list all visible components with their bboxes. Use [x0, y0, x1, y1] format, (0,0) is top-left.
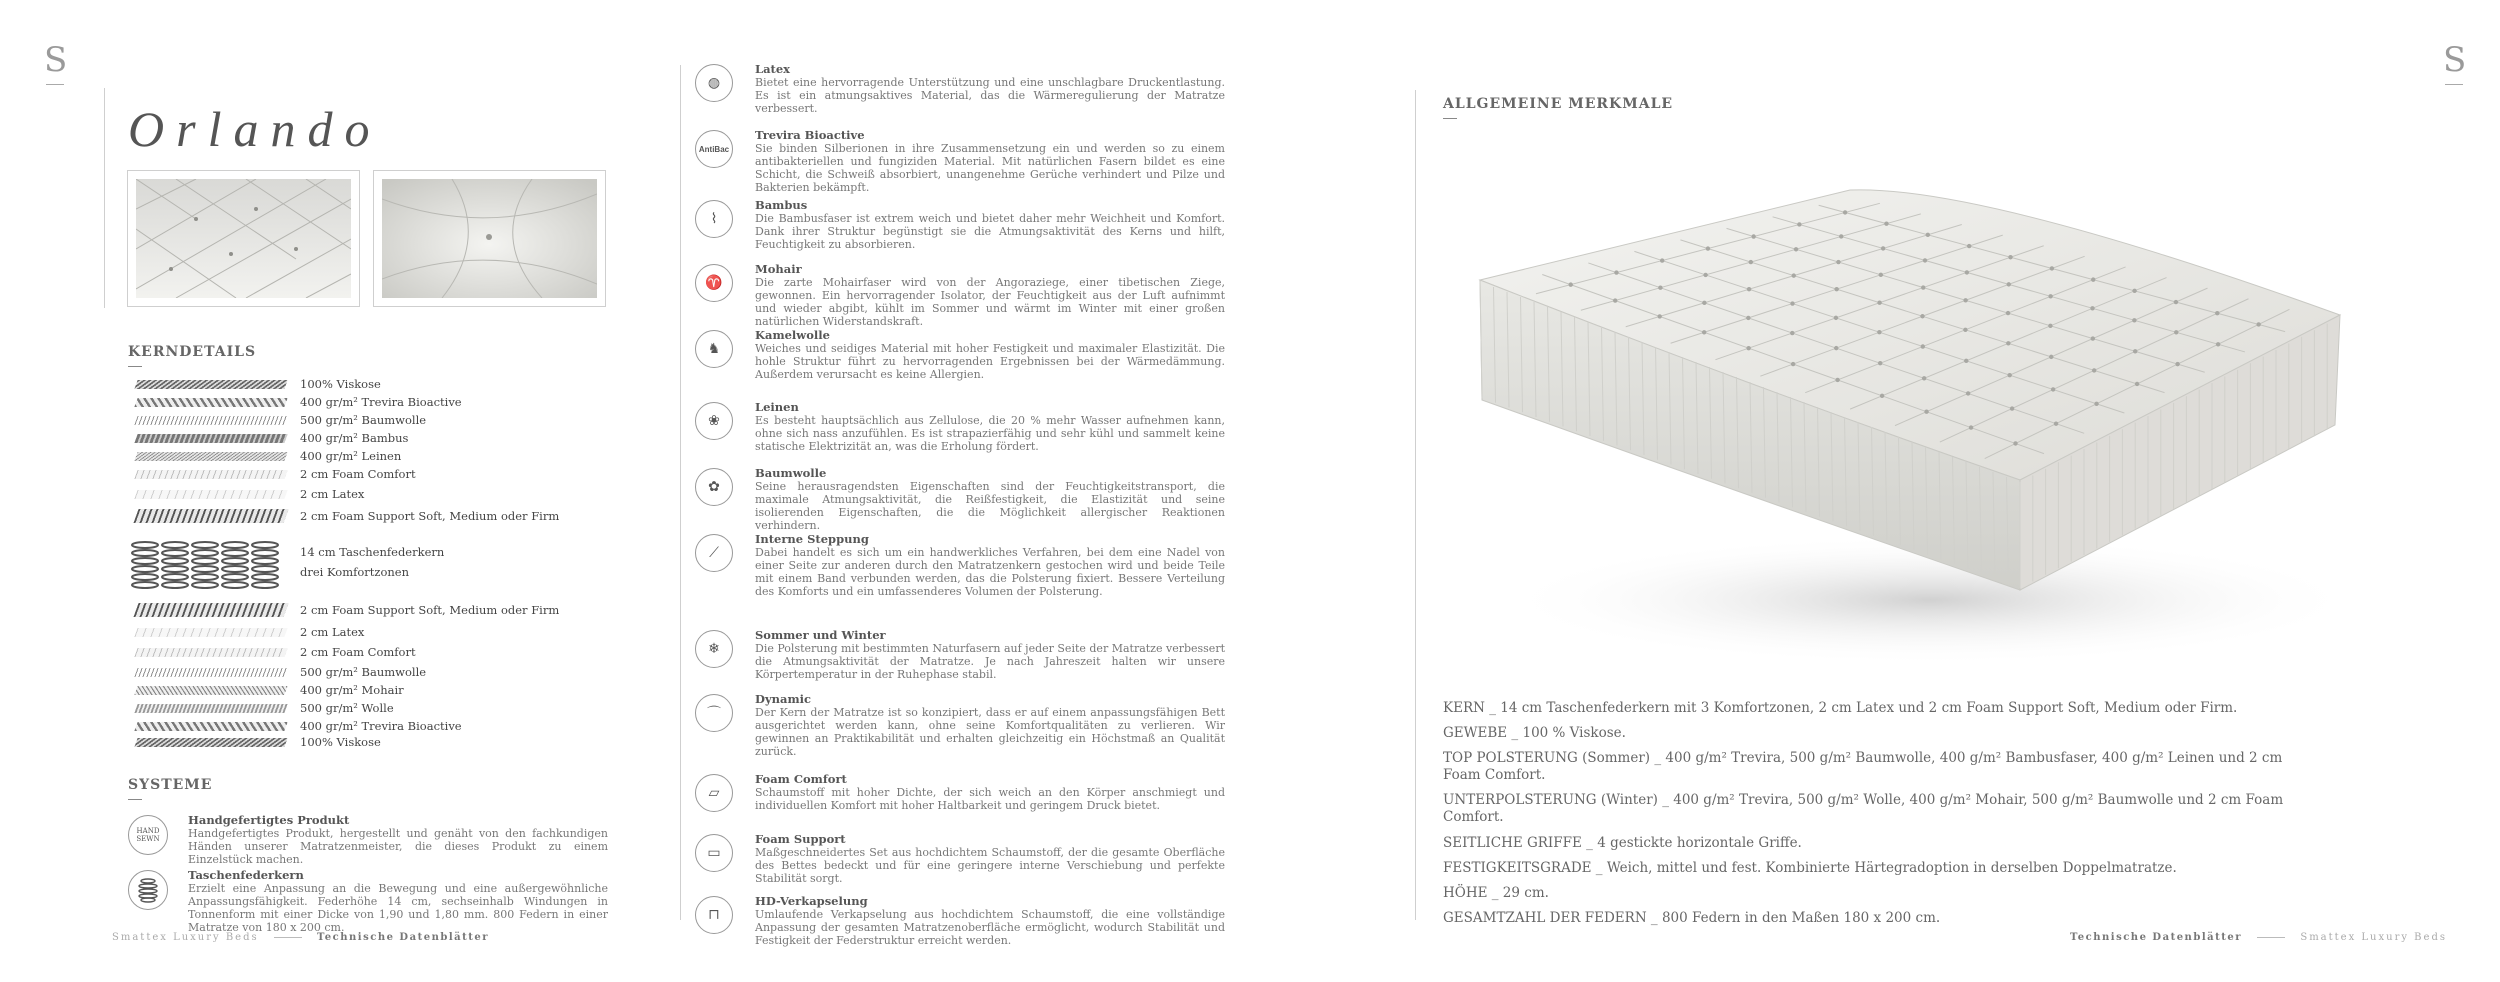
- feature-text: Der Kern der Matratze ist so konzipiert, dass er auf einem anpassungsfähigen Bett ausgerichtet werden kann, ohne seine Komfortqualitäten zu verlieren. Wir gewinnen an Praktikabilität und erhalten gleichzeitig ein Höchstmaß an Qualität zurück.: [755, 706, 1225, 758]
- feature-text: Umlaufende Verkapselung aus hochdichtem Schaumstoff, die eine vollständige Anpassung der gesamten Matratzenoberfläche ermöglicht, wodurch Stabilität und Festigkeit der Federstruktur erreicht werden.: [755, 908, 1225, 947]
- divider-left: [104, 88, 105, 308]
- detail-image-surface: [373, 170, 606, 307]
- layer-row: [130, 736, 550, 748]
- flax-icon: ❀: [695, 402, 733, 440]
- layer-label: 2 cm Foam Comfort: [300, 467, 416, 481]
- pocket-springs-visual: [130, 540, 280, 590]
- feature-item: [695, 692, 1225, 758]
- spec-line: SEITLICHE GRIFFE _ 4 gestickte horizontale Griffe.: [1443, 835, 1802, 851]
- layer-label: 100% Viskose: [300, 735, 381, 749]
- system-item: [128, 868, 608, 934]
- feature-title: Leinen: [755, 400, 799, 414]
- spec-line: GEWEBE _ 100 % Viskose.: [1443, 725, 1626, 741]
- logo-underline: [46, 84, 64, 85]
- layer-row: [130, 378, 550, 390]
- layer-row: [130, 702, 550, 714]
- layer-row: [130, 566, 550, 578]
- feature-title: Dynamic: [755, 692, 812, 706]
- feature-title: Interne Steppung: [755, 532, 869, 546]
- layer-visual: [134, 628, 287, 637]
- layer-visual: [134, 648, 287, 657]
- layer-row: [130, 450, 550, 462]
- feature-title: Foam Support: [755, 832, 846, 846]
- feature-item: [695, 532, 1225, 598]
- cotton-icon: ✿: [695, 468, 733, 506]
- system-title: Handgefertigtes Produkt: [188, 813, 350, 827]
- layer-visual: [134, 470, 287, 479]
- feature-text: Die zarte Mohairfaser wird von der Angoraziege, einer tibetischen Ziege, gewonnen. Ein hervorragender Isolator, der Feuchtigkeit aus der Luft aufnimmt und wieder abgibt, kühlt im Sommer und wärmt im Winter mit einer großen natürlichen Widerstandskraft.: [755, 276, 1225, 328]
- layer-visual: [134, 686, 287, 695]
- hd-icon: ⊓: [695, 896, 733, 934]
- feature-title: HD-Verkapselung: [755, 894, 868, 908]
- layer-row: [130, 626, 550, 638]
- system-text: Erzielt eine Anpassung an die Bewegung und eine außergewöhnliche Anpassungsfähigkeit. Federhöhe 14 cm, sechseinhalb Windungen in Tonnenform mit einer Dicke von 1,90 und 1,80 mm. 800 Federn in einer Matratze von 180 x 200 cm.: [188, 882, 608, 934]
- footer-brand: Smattex Luxury Beds: [2300, 932, 2447, 943]
- layer-label: 400 gr/m² Bambus: [300, 431, 409, 445]
- feature-item: [695, 772, 1225, 834]
- layer-row: [130, 509, 560, 523]
- layer-visual: [134, 416, 287, 425]
- layer-label: 2 cm Foam Comfort: [300, 645, 416, 659]
- feature-item: [695, 62, 1225, 124]
- footer-doc-title: Technische Datenblätter: [317, 932, 489, 943]
- feature-text: Weiches und seidiges Material mit hoher Festigkeit und maximaler Elastizität. Die hohle Struktur führt zu hervorragenden Ergebnissen bei der Wärmedämmung. Außerdem verursacht es keine Allergien.: [755, 342, 1225, 381]
- page-title: Orlando: [128, 101, 382, 157]
- layer-row: [130, 414, 550, 426]
- features-column: [695, 60, 1235, 947]
- feature-item: [695, 466, 1225, 532]
- latex-icon: ◍: [695, 64, 733, 102]
- logo-underline: [2445, 84, 2463, 85]
- spec-line: UNTERPOLSTERUNG (Winter) _ 400 g/m² Trevira, 500 g/m² Wolle, 400 g/m² Mohair, 500 g/m² Baumwolle und 2 cm Foam Comfort.: [1443, 792, 2284, 825]
- feature-item: [695, 832, 1225, 894]
- layer-visual: [134, 490, 287, 499]
- feature-title: Latex: [755, 62, 791, 76]
- layer-row: [130, 468, 550, 480]
- layer-row: [130, 546, 550, 558]
- layer-stack: [130, 376, 560, 756]
- layer-row: [130, 684, 550, 696]
- feature-text: Bietet eine hervorragende Unterstützung und eine unschlagbare Druckentlastung. Es ist ein atmungsaktives Material, das die Wärmeregulierung der Matratze verbessert.: [755, 76, 1225, 115]
- feature-title: Baumwolle: [755, 466, 827, 480]
- layer-row: [130, 720, 550, 732]
- feature-text: Maßgeschneidertes Set aus hochdichtem Schaumstoff, der die gesamte Oberfläche des Bettes bedeckt und für eine geringere interne Verschiebung und perfekte Stabilität sorgt.: [755, 846, 1225, 885]
- layer-label: 500 gr/m² Baumwolle: [300, 413, 427, 427]
- brand-logo-right: S: [2443, 40, 2467, 80]
- layer-visual: [134, 380, 287, 389]
- foam-comfort-icon: ▱: [695, 774, 733, 812]
- divider-mid-right: [1415, 90, 1416, 920]
- bamboo-icon: ⌇: [695, 200, 733, 238]
- feature-item: [695, 128, 1225, 194]
- feature-title: Sommer und Winter: [755, 628, 886, 642]
- feature-text: Schaumstoff mit hoher Dichte, der sich weich an den Körper anschmiegt und individuellen Komfort mit hoher Haltbarkeit und geringem Druck bietet.: [755, 786, 1225, 812]
- layer-row: [130, 603, 560, 617]
- footer-doc-title: Technische Datenblätter: [2070, 932, 2242, 943]
- feature-title: Mohair: [755, 262, 802, 276]
- mattress-image: [1460, 180, 2360, 680]
- layer-label: 14 cm Taschenfederkern: [300, 545, 445, 559]
- layer-row: [130, 432, 550, 444]
- spec-line: KERN _ 14 cm Taschenfederkern mit 3 Komfortzonen, 2 cm Latex und 2 cm Foam Support Soft, Medium oder Firm.: [1443, 700, 2238, 716]
- heading-underline: [1443, 118, 1457, 119]
- hand-sewn-icon: HAND SEWN: [128, 815, 168, 855]
- spec-line: GESAMTZAHL DER FEDERN _ 800 Federn in den Maßen 180 x 200 cm.: [1443, 910, 1941, 926]
- feature-text: Es besteht hauptsächlich aus Zellulose, die 20 % mehr Wasser aufnehmen kann, ohne sich nass anzufühlen. Es ist strapazierfähig und sehr kühl und sammelt keine statische Elektrizität an, was die Erholung fördert.: [755, 414, 1225, 453]
- layer-visual: [134, 398, 287, 407]
- layer-label: 400 gr/m² Leinen: [300, 449, 402, 463]
- goat-icon: ♈: [695, 264, 733, 302]
- foam-support-icon: ▭: [695, 834, 733, 872]
- layer-row: [130, 666, 550, 678]
- feature-text: Die Polsterung mit bestimmten Naturfasern auf jeder Seite der Matratze verbessert die Atmungsaktivität der Matratze. Je nach Jahreszeit halten wir unsere Körpertemperatur in der Ruhephase stabil.: [755, 642, 1225, 681]
- layer-visual: [133, 603, 288, 617]
- feature-text: Sie binden Silberionen in ihre Zusammensetzung ein und werden so zu einem antibakteriellen und fungiziden Material. Mit natürlichen Fasern bildet es eine Schicht, die Schweiß absorbiert, unangenehme Gerüche verhindert und Pilze und Bakterien bekämpft.: [755, 142, 1225, 194]
- layer-row: [130, 488, 550, 500]
- layer-row: [130, 646, 550, 658]
- layer-label: 400 gr/m² Trevira Bioactive: [300, 395, 462, 409]
- layer-visual: [134, 704, 287, 713]
- dynamic-icon: ⌒: [695, 694, 733, 732]
- feature-item: [695, 198, 1225, 260]
- system-title: Taschenfederkern: [188, 868, 304, 882]
- layer-visual: [134, 434, 287, 443]
- feature-item: [695, 628, 1225, 690]
- feature-text: Seine herausragendsten Eigenschaften sind der Feuchtigkeitstransport, die maximale Atmungsaktivität, die Reißfestigkeit, die Elastizität und seine isolierenden Eigenschaften, die die Möglichkeit allergischer Reaktionen verhindern.: [755, 480, 1225, 532]
- feature-text: Die Bambusfaser ist extrem weich und bietet daher mehr Weichheit und Komfort. Dank ihrer Struktur begünstigt sie die Atmungsaktivität des Kerns und hilft, Feuchtigkeit zu absorbieren.: [755, 212, 1225, 251]
- spec-line: FESTIGKEITSGRADE _ Weich, mittel und fest. Kombinierte Härtegradoption in derselben Doppelmatratze.: [1443, 860, 2177, 876]
- layer-visual: [134, 738, 287, 747]
- footer-brand: Smattex Luxury Beds: [112, 932, 259, 943]
- brand-logo-left: S: [44, 40, 68, 80]
- feature-item: [695, 262, 1225, 328]
- feature-title: Trevira Bioactive: [755, 128, 865, 142]
- layer-label: 500 gr/m² Baumwolle: [300, 665, 427, 679]
- system-text: Handgefertigtes Produkt, hergestellt und genäht von den fachkundigen Händen unserer Matratzenmeister, die dieses Produkt zu einem Einzelstück machen.: [188, 827, 608, 866]
- spec-list: [1443, 700, 2323, 930]
- layer-visual: [134, 452, 287, 461]
- kerndetails-heading: KERNDETAILS: [128, 344, 257, 360]
- feature-item: [695, 400, 1225, 462]
- layer-label: drei Komfortzonen: [300, 565, 410, 579]
- layer-label: 400 gr/m² Trevira Bioactive: [300, 719, 462, 733]
- layer-label: 500 gr/m² Wolle: [300, 701, 394, 715]
- spring-icon: [128, 870, 168, 910]
- system-item: [128, 813, 608, 865]
- layer-label: 2 cm Latex: [300, 487, 365, 501]
- heading-underline: [128, 799, 142, 800]
- needle-icon: ⟋: [695, 534, 733, 572]
- merkmale-heading: ALLGEMEINE MERKMALE: [1443, 96, 1674, 112]
- layer-visual: [133, 509, 288, 523]
- layer-label: 400 gr/m² Mohair: [300, 683, 404, 697]
- layer-visual: [134, 722, 287, 731]
- antibac-icon: AntiBac: [695, 130, 733, 168]
- footer-right: [2070, 932, 2447, 943]
- season-icon: ❄: [695, 630, 733, 668]
- feature-item: [695, 894, 1225, 956]
- spec-line: TOP POLSTERUNG (Sommer) _ 400 g/m² Trevira, 500 g/m² Baumwolle, 400 g/m² Bambusfaser, 400 g/m² Leinen und 2 cm Foam Comfort.: [1443, 750, 2283, 783]
- divider-mid-left: [680, 65, 681, 920]
- footer-left: [112, 932, 489, 943]
- feature-title: Foam Comfort: [755, 772, 847, 786]
- layer-label: 2 cm Foam Support Soft, Medium oder Firm: [300, 603, 560, 617]
- feature-title: Bambus: [755, 198, 808, 212]
- feature-title: Kamelwolle: [755, 328, 830, 342]
- detail-image-quilting: [127, 170, 360, 307]
- layer-label: 2 cm Latex: [300, 625, 365, 639]
- layer-visual: [134, 668, 287, 677]
- layer-row: [130, 396, 550, 408]
- feature-text: Dabei handelt es sich um ein handwerkliches Verfahren, bei dem eine Nadel von einer Seite zur anderen durch den Matratzenkern gestochen wird und beide Teile mit einem Band verbunden werden, das die Polsterung fixiert. Bessere Verteilung des Komforts und ein umfassenderes Volumen der Polsterung.: [755, 546, 1225, 598]
- camel-icon: ♞: [695, 330, 733, 368]
- layer-label: 2 cm Foam Support Soft, Medium oder Firm: [300, 509, 560, 523]
- feature-item: [695, 328, 1225, 390]
- heading-underline: [128, 366, 142, 367]
- systeme-heading: SYSTEME: [128, 777, 213, 793]
- spec-line: HÖHE _ 29 cm.: [1443, 885, 1549, 901]
- layer-label: 100% Viskose: [300, 377, 381, 391]
